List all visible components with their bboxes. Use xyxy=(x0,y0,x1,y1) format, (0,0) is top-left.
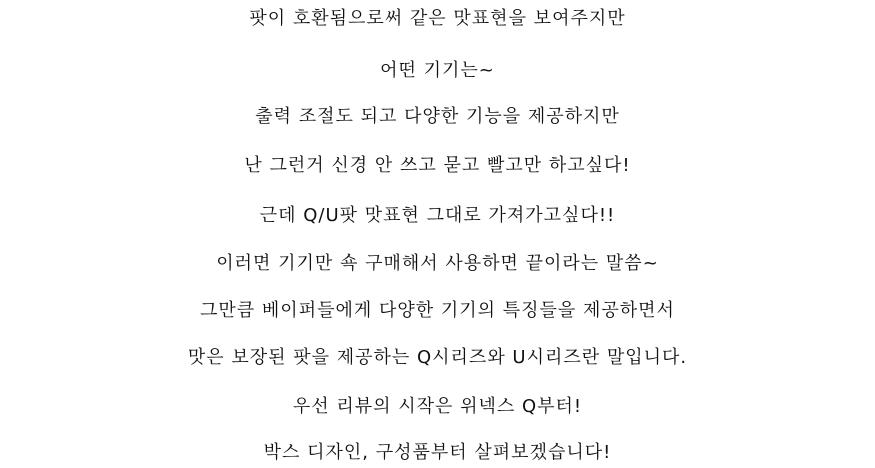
text-line: 근데 Q/U팟 맛표현 그대로 가져가고싶다!! xyxy=(259,205,616,226)
text-line: 이러면 기기만 쇽 구매해서 사용하면 끝이라는 말씀~ xyxy=(216,253,659,274)
text-line: 우선 리뷰의 시작은 위넥스 Q부터! xyxy=(292,396,583,417)
text-line: 난 그런거 신경 안 쓰고 묻고 빨고만 하고싶다! xyxy=(244,155,631,176)
text-line: 그만큼 베이퍼들에게 다양한 기기의 특징들을 제공하면서 xyxy=(200,300,675,321)
text-line: 어떤 기기는~ xyxy=(380,60,495,81)
text-line: 박스 디자인, 구성품부터 살펴보겠습니다! xyxy=(263,442,612,463)
text-line: 맛은 보장된 팟을 제공하는 Q시리즈와 U시리즈란 말입니다. xyxy=(187,347,688,368)
text-line: 팟이 호환됨으로써 같은 맛표현을 보여주지만 xyxy=(249,8,626,29)
text-line: 출력 조절도 되고 다양한 기능을 제공하지만 xyxy=(255,106,620,127)
